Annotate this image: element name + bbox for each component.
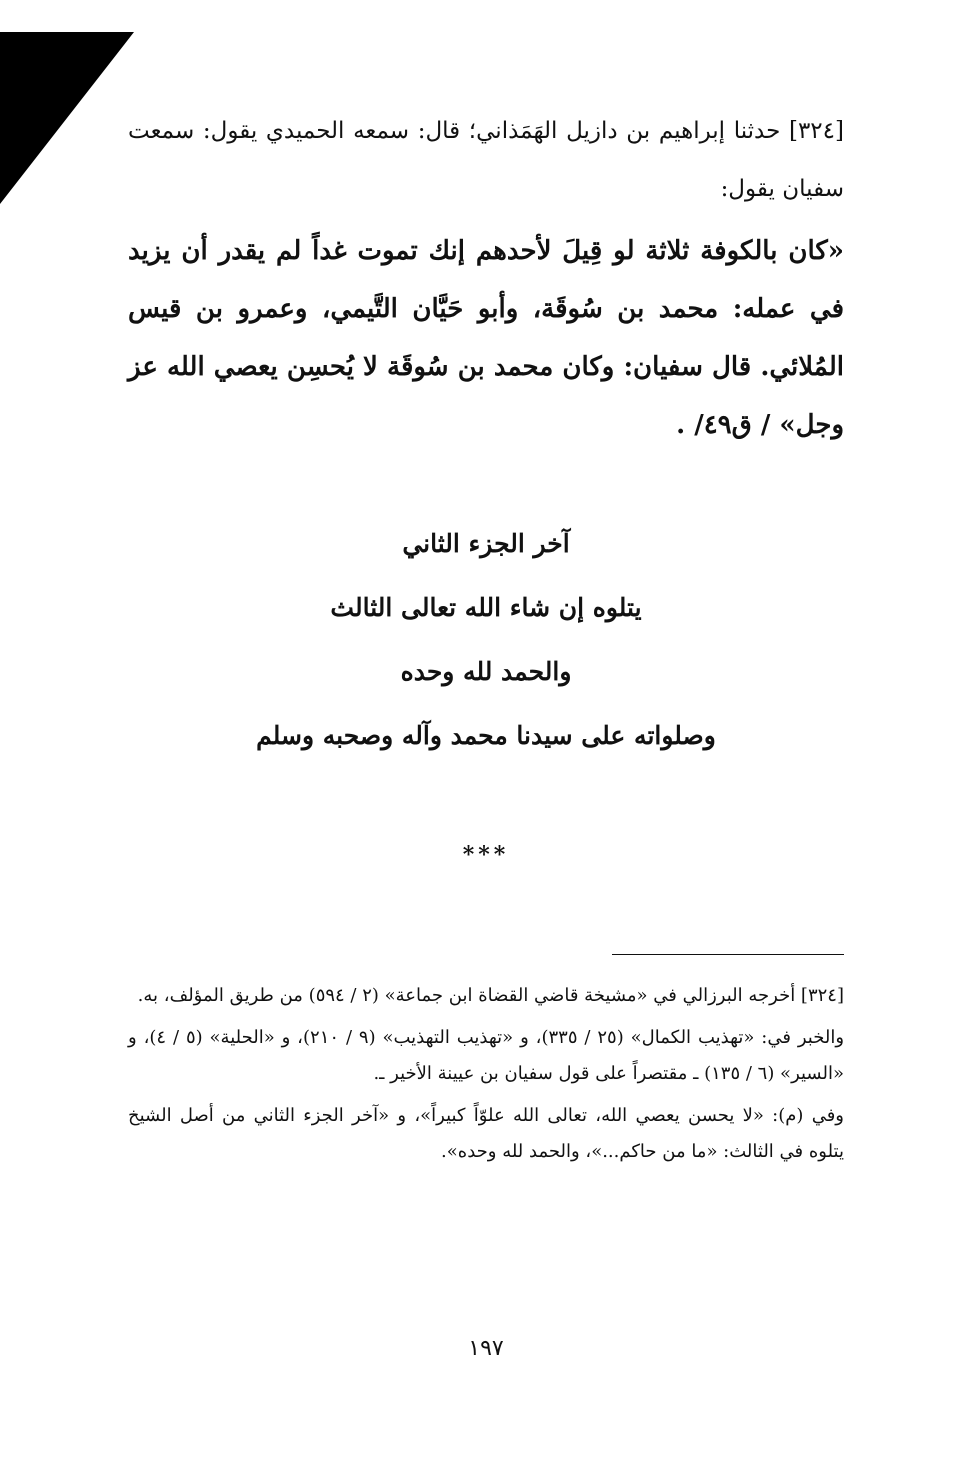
hadith-matn: «كان بالكوفة ثلاثة لو قِيلَ لأحدهم إنك تموت غداً لم يقدر أن يزيد في عمله: محمد بن سُوقَة، وأبو حَيَّان التَّيمي، وعمرو بن قيس المُلائي. قال سفيان: وكان محمد بن سُوقَة لا يُحسِن يعصي الله عز وجل» / ق٤٩/ .: [128, 236, 844, 440]
page-number: ١٩٧: [468, 1336, 504, 1361]
colophon-line-end-of-part: آخر الجزء الثاني: [402, 529, 570, 558]
footnote-divider: [612, 954, 844, 955]
footnotes: [128, 978, 844, 1176]
section-separator: ***: [462, 842, 510, 868]
colophon-line-praise: والحمد لله وحده: [400, 657, 572, 686]
colophon-line-salutation: وصلواته على سيدنا محمد وآله وصحبه وسلم: [256, 721, 716, 750]
colophon: [128, 512, 844, 768]
footnote-manuscript-variant: وفي (م): «لا يحسن يعصي الله، تعالى الله علوّاً كبيراً»، و «آخر الجزء الثاني من أصل الشيخ يتلوه في الثالث: «ما من حاكم...»، والحمد لله وحده».: [128, 1105, 844, 1162]
corner-scan-shadow: [0, 32, 134, 204]
footnote-source: [٣٢٤] أخرجه البرزالي في «مشيخة قاضي القضاة ابن جماعة» (٢ / ٥٩٤) من طريق المؤلف، به.: [137, 985, 844, 1006]
hadith-isnad: [٣٢٤] حدثنا إبراهيم بن دازيل الهَمَذاني؛ قال: سمعه الحميدي يقول: سمعت سفيان يقول:: [128, 118, 844, 202]
footnote-references: والخبر في: «تهذيب الكمال» (٢٥ / ٣٣٥)، و «تهذيب التهذيب» (٩ / ٢١٠)، و «الحلية» (٥ / ٤)، و «السير» (٦ / ١٣٥) ـ مقتصراً على قول سفيان بن عيينة الأخير ـ.: [128, 1027, 845, 1084]
colophon-line-next-part: يتلوه إن شاء الله تعالى الثالث: [330, 593, 642, 622]
hadith-block: [128, 102, 844, 454]
